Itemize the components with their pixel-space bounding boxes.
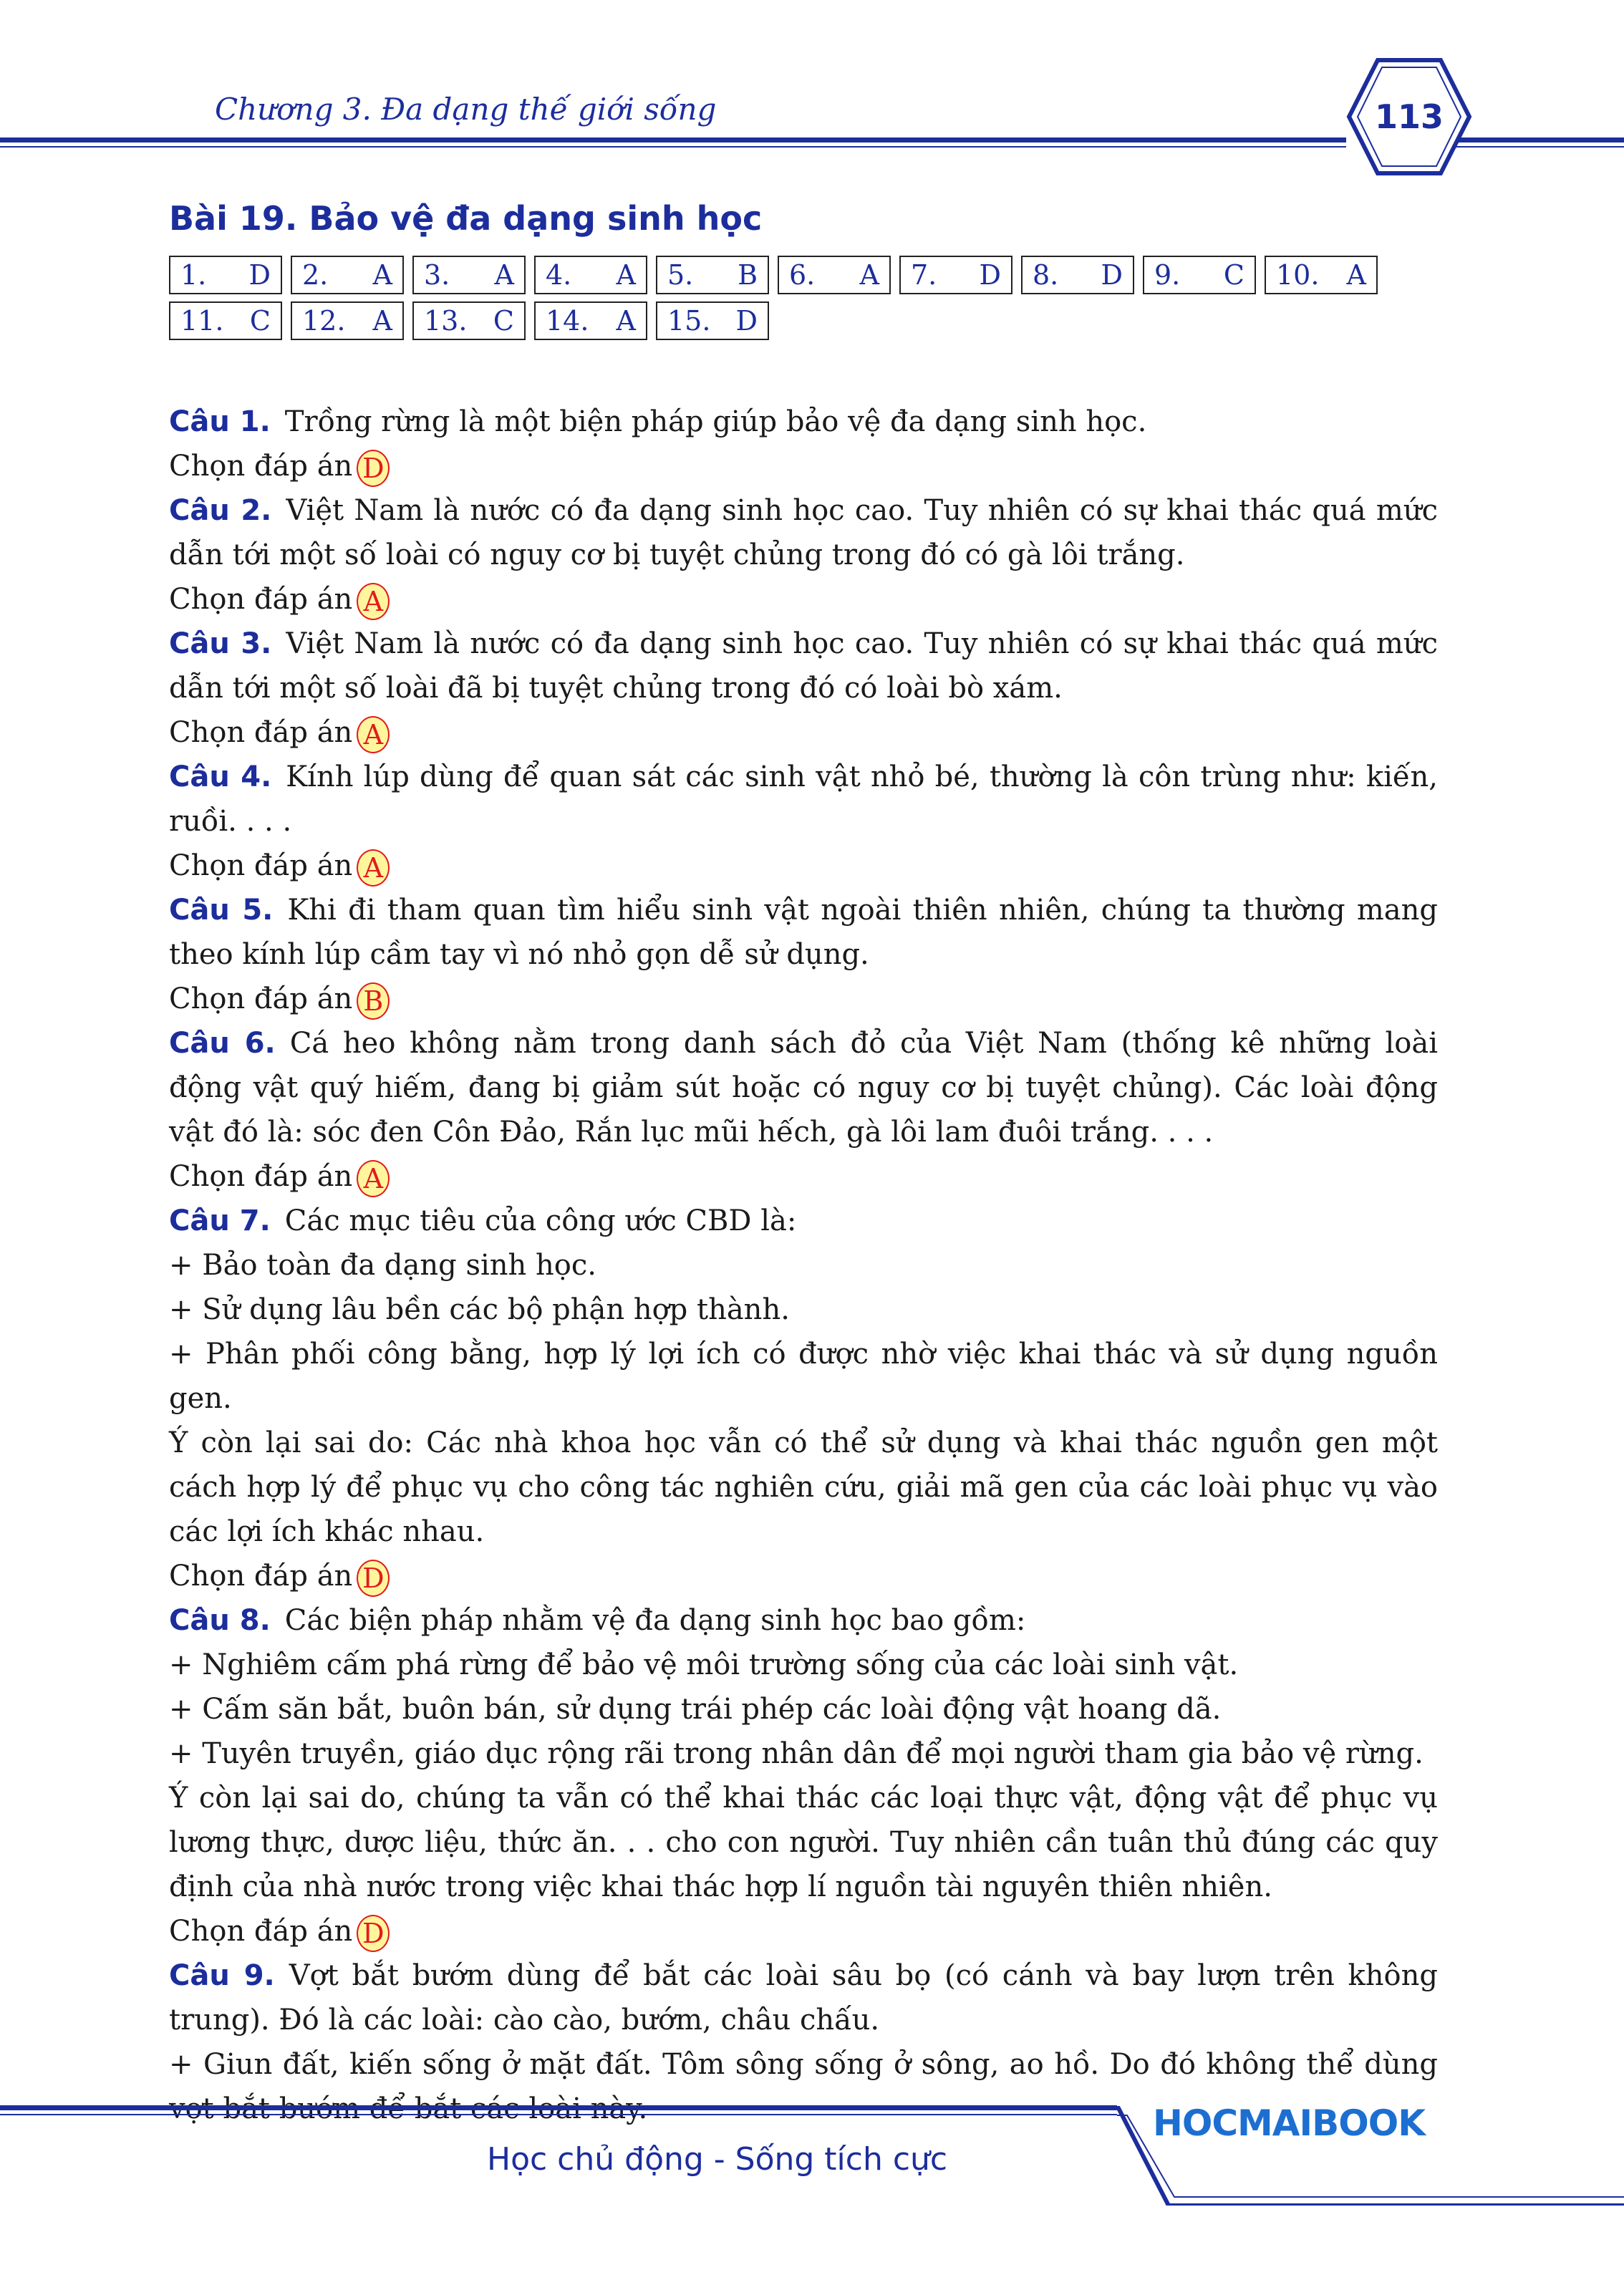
question-line-text: Trồng rừng là một biện pháp giúp bảo vệ đa dạng sinh học. (284, 405, 1147, 438)
answer-key-number: 4. (546, 259, 572, 291)
question-line-text: Việt Nam là nước có đa dạng sinh học cao. Tuy nhiên có sự khai thác quá mức dẫn tới một số loài có nguy cơ bị tuyệt chủng trong đó có gà lôi trắng. (169, 494, 1438, 571)
answer-key-number: 11. (180, 305, 224, 337)
answer-key-grid (169, 256, 1386, 340)
answer-circle: D (357, 1915, 390, 1952)
answer-key-choice: C (493, 305, 514, 337)
answer-key-cell (899, 256, 1012, 294)
question-text (169, 1953, 1438, 2042)
answer-key-choice: A (372, 305, 392, 337)
answer-key-number: 15. (667, 305, 711, 337)
question-detail-line (169, 1243, 1438, 1288)
answer-key-cell (1143, 256, 1256, 294)
question-text (169, 488, 1438, 577)
question-text (169, 888, 1438, 977)
question-detail-line (169, 1643, 1438, 1687)
answer-key-choice: A (616, 305, 636, 337)
question-label: Câu 3. (169, 627, 272, 660)
answer-circle: D (357, 450, 390, 487)
answer-key-cell (412, 256, 526, 294)
question-line-text: + Cấm săn bắt, buôn bán, sử dụng trái phép các loài động vật hoang dã. (169, 1693, 1222, 1726)
question-label: Câu 6. (169, 1027, 276, 1060)
answer-key-cell (534, 256, 647, 294)
question-text (169, 1199, 1438, 1243)
choose-answer-label: Chọn đáp án (169, 1560, 353, 1593)
header-rule-thin (0, 146, 1346, 148)
header-rule (0, 137, 1346, 143)
answer-key-cell (1265, 256, 1378, 294)
answer-key-number: 14. (546, 305, 589, 337)
question-line-text: Ý còn lại sai do, chúng ta vẫn có thể khai thác các loại thực vật, động vật để phục vụ lương thực, dược liệu, thức ăn. . . cho con người. Tuy nhiên cần tuân thủ đúng các quy định của nhà nước trong việc khai thác hợp lí nguồn tài nguyên thiên nhiên. (169, 1782, 1438, 1903)
answer-key-cell (534, 301, 647, 340)
answer-key-choice: D (735, 305, 758, 337)
answer-key-number: 13. (424, 305, 468, 337)
question-line-text: Ý còn lại sai do: Các nhà khoa học vẫn có thể sử dụng và khai thác nguồn gen một cách hợp lý để phục vụ cho công tác nghiên cứu, giải mã gen của các loài phục vụ vào các lợi ích khác nhau. (169, 1426, 1438, 1548)
answer-key-choice: A (1346, 259, 1366, 291)
choose-answer-label: Chọn đáp án (169, 716, 353, 749)
question-detail-line (169, 1332, 1438, 1421)
footer-rule (0, 2105, 1117, 2110)
chapter-title: Chương 3. Đa dạng thế giới sống (215, 92, 717, 127)
answer-key-choice: D (248, 259, 271, 291)
answer-circle: A (357, 583, 390, 620)
chosen-answer-line (169, 444, 1438, 488)
answer-key-choice: C (249, 305, 271, 337)
answer-key-cell (656, 256, 769, 294)
answer-key-choice: A (859, 259, 879, 291)
chosen-answer-line (169, 1154, 1438, 1199)
answer-circle: A (357, 716, 390, 753)
question-label: Câu 1. (169, 405, 271, 438)
answer-key-number: 3. (424, 259, 450, 291)
chosen-answer-line (169, 844, 1438, 888)
answer-key-choice: B (738, 259, 758, 291)
question-detail-line (169, 1421, 1438, 1554)
answer-key-choice: A (494, 259, 514, 291)
question-detail-line (169, 1288, 1438, 1332)
chosen-answer-line (169, 577, 1438, 622)
question-text (169, 755, 1438, 844)
question-line-text: + Tuyên truyền, giáo dục rộng rãi trong nhân dân để mọi người tham gia bảo vệ rừng. (169, 1737, 1424, 1770)
answer-key-number: 2. (302, 259, 329, 291)
answer-key-number: 9. (1154, 259, 1181, 291)
answer-key-number: 12. (302, 305, 346, 337)
answer-key-cell (412, 301, 526, 340)
answer-key-cell (291, 256, 404, 294)
answer-key-number: 10. (1276, 259, 1320, 291)
question-text (169, 622, 1438, 710)
brand-logo: HOCMAIBOOK (1153, 2102, 1425, 2144)
footer-rule-thin (0, 2114, 1117, 2115)
answer-circle: A (357, 849, 390, 887)
choose-answer-label: Chọn đáp án (169, 1160, 353, 1193)
answer-key-choice: C (1223, 259, 1244, 291)
question-line-text: + Giun đất, kiến sống ở mặt đất. Tôm sông sống ở sông, ao hồ. Do đó không thể dùng vợt bắt bướm để bắt các loài này. (169, 2048, 1438, 2125)
choose-answer-label: Chọn đáp án (169, 583, 353, 616)
question-label: Câu 5. (169, 894, 274, 927)
question-line-text: Kính lúp dùng để quan sát các sinh vật nhỏ bé, thường là côn trùng như: kiến, ruồi. . . . (169, 760, 1438, 838)
answer-circle: A (357, 1160, 390, 1197)
answer-key-number: 8. (1033, 259, 1059, 291)
question-label: Câu 9. (169, 1959, 275, 1992)
question-line-text: + Bảo toàn đa dạng sinh học. (169, 1249, 596, 1282)
answer-key-cell (291, 301, 404, 340)
question-line-text: + Nghiêm cấm phá rừng để bảo vệ môi trường sống của các loài sinh vật. (169, 1648, 1239, 1681)
choose-answer-label: Chọn đáp án (169, 849, 353, 882)
question-line-text: + Sử dụng lâu bền các bộ phận hợp thành. (169, 1293, 790, 1326)
answer-key-cell (778, 256, 891, 294)
chosen-answer-line (169, 1554, 1438, 1598)
answer-key-choice: D (1101, 259, 1123, 291)
section-title: Bài 19. Bảo vệ đa dạng sinh học (169, 199, 763, 238)
chosen-answer-line (169, 977, 1438, 1021)
chosen-answer-line (169, 710, 1438, 755)
answer-key-cell (169, 301, 282, 340)
question-detail-line (169, 1687, 1438, 1731)
footer-slogan: Học chủ động - Sống tích cực (487, 2141, 948, 2178)
answer-key-cell (169, 256, 282, 294)
question-label: Câu 7. (169, 1204, 271, 1237)
answer-circle: D (357, 1560, 390, 1597)
question-label: Câu 8. (169, 1604, 271, 1637)
question-detail-line (169, 1731, 1438, 1776)
answer-key-cell (656, 301, 769, 340)
answer-key-number: 6. (789, 259, 816, 291)
question-line-text: Việt Nam là nước có đa dạng sinh học cao. Tuy nhiên có sự khai thác quá mức dẫn tới một số loài đã bị tuyệt chủng trong đó có loài bò xám. (169, 627, 1438, 705)
question-line-text: Khi đi tham quan tìm hiểu sinh vật ngoài thiên nhiên, chúng ta thường mang theo kính lúp cầm tay vì nó nhỏ gọn dễ sử dụng. (169, 894, 1438, 971)
choose-answer-label: Chọn đáp án (169, 982, 353, 1015)
question-label: Câu 4. (169, 760, 272, 793)
answer-key-choice: A (616, 259, 636, 291)
question-line-text: Vợt bắt bướm dùng để bắt các loài sâu bọ (có cánh và bay lượn trên không trung). Đó là các loài: cào cào, bướm, châu chấu. (169, 1959, 1438, 2037)
solutions-body (169, 400, 1438, 2131)
answer-circle: B (357, 982, 390, 1020)
answer-key-number: 5. (667, 259, 694, 291)
question-line-text: + Phân phối công bằng, hợp lý lợi ích có được nhờ việc khai thác và sử dụng nguồn gen. (169, 1338, 1438, 1415)
page-number: 113 (1374, 97, 1444, 136)
question-text (169, 1598, 1438, 1643)
choose-answer-label: Chọn đáp án (169, 1915, 353, 1948)
answer-key-cell (1021, 256, 1134, 294)
question-line-text: Các biện pháp nhằm vệ đa dạng sinh học bao gồm: (284, 1604, 1026, 1637)
chosen-answer-line (169, 1909, 1438, 1953)
question-label: Câu 2. (169, 494, 272, 527)
question-line-text: Các mục tiêu của công ước CBD là: (284, 1204, 797, 1237)
answer-key-number: 1. (180, 259, 207, 291)
question-detail-line (169, 1776, 1438, 1909)
question-text (169, 400, 1438, 444)
question-text (169, 1021, 1438, 1154)
answer-key-number: 7. (911, 259, 937, 291)
answer-key-choice: A (372, 259, 392, 291)
choose-answer-label: Chọn đáp án (169, 450, 353, 483)
question-line-text: Cá heo không nằm trong danh sách đỏ của Việt Nam (thống kê những loài động vật quý hiếm, đang bị giảm sút hoặc có nguy cơ bị tuyệt chủng). Các loài động vật đó là: sóc đen Côn Đảo, Rắn lục mũi hếch, gà lôi lam đuôi trắng. . . . (169, 1027, 1438, 1149)
answer-key-choice: D (979, 259, 1001, 291)
